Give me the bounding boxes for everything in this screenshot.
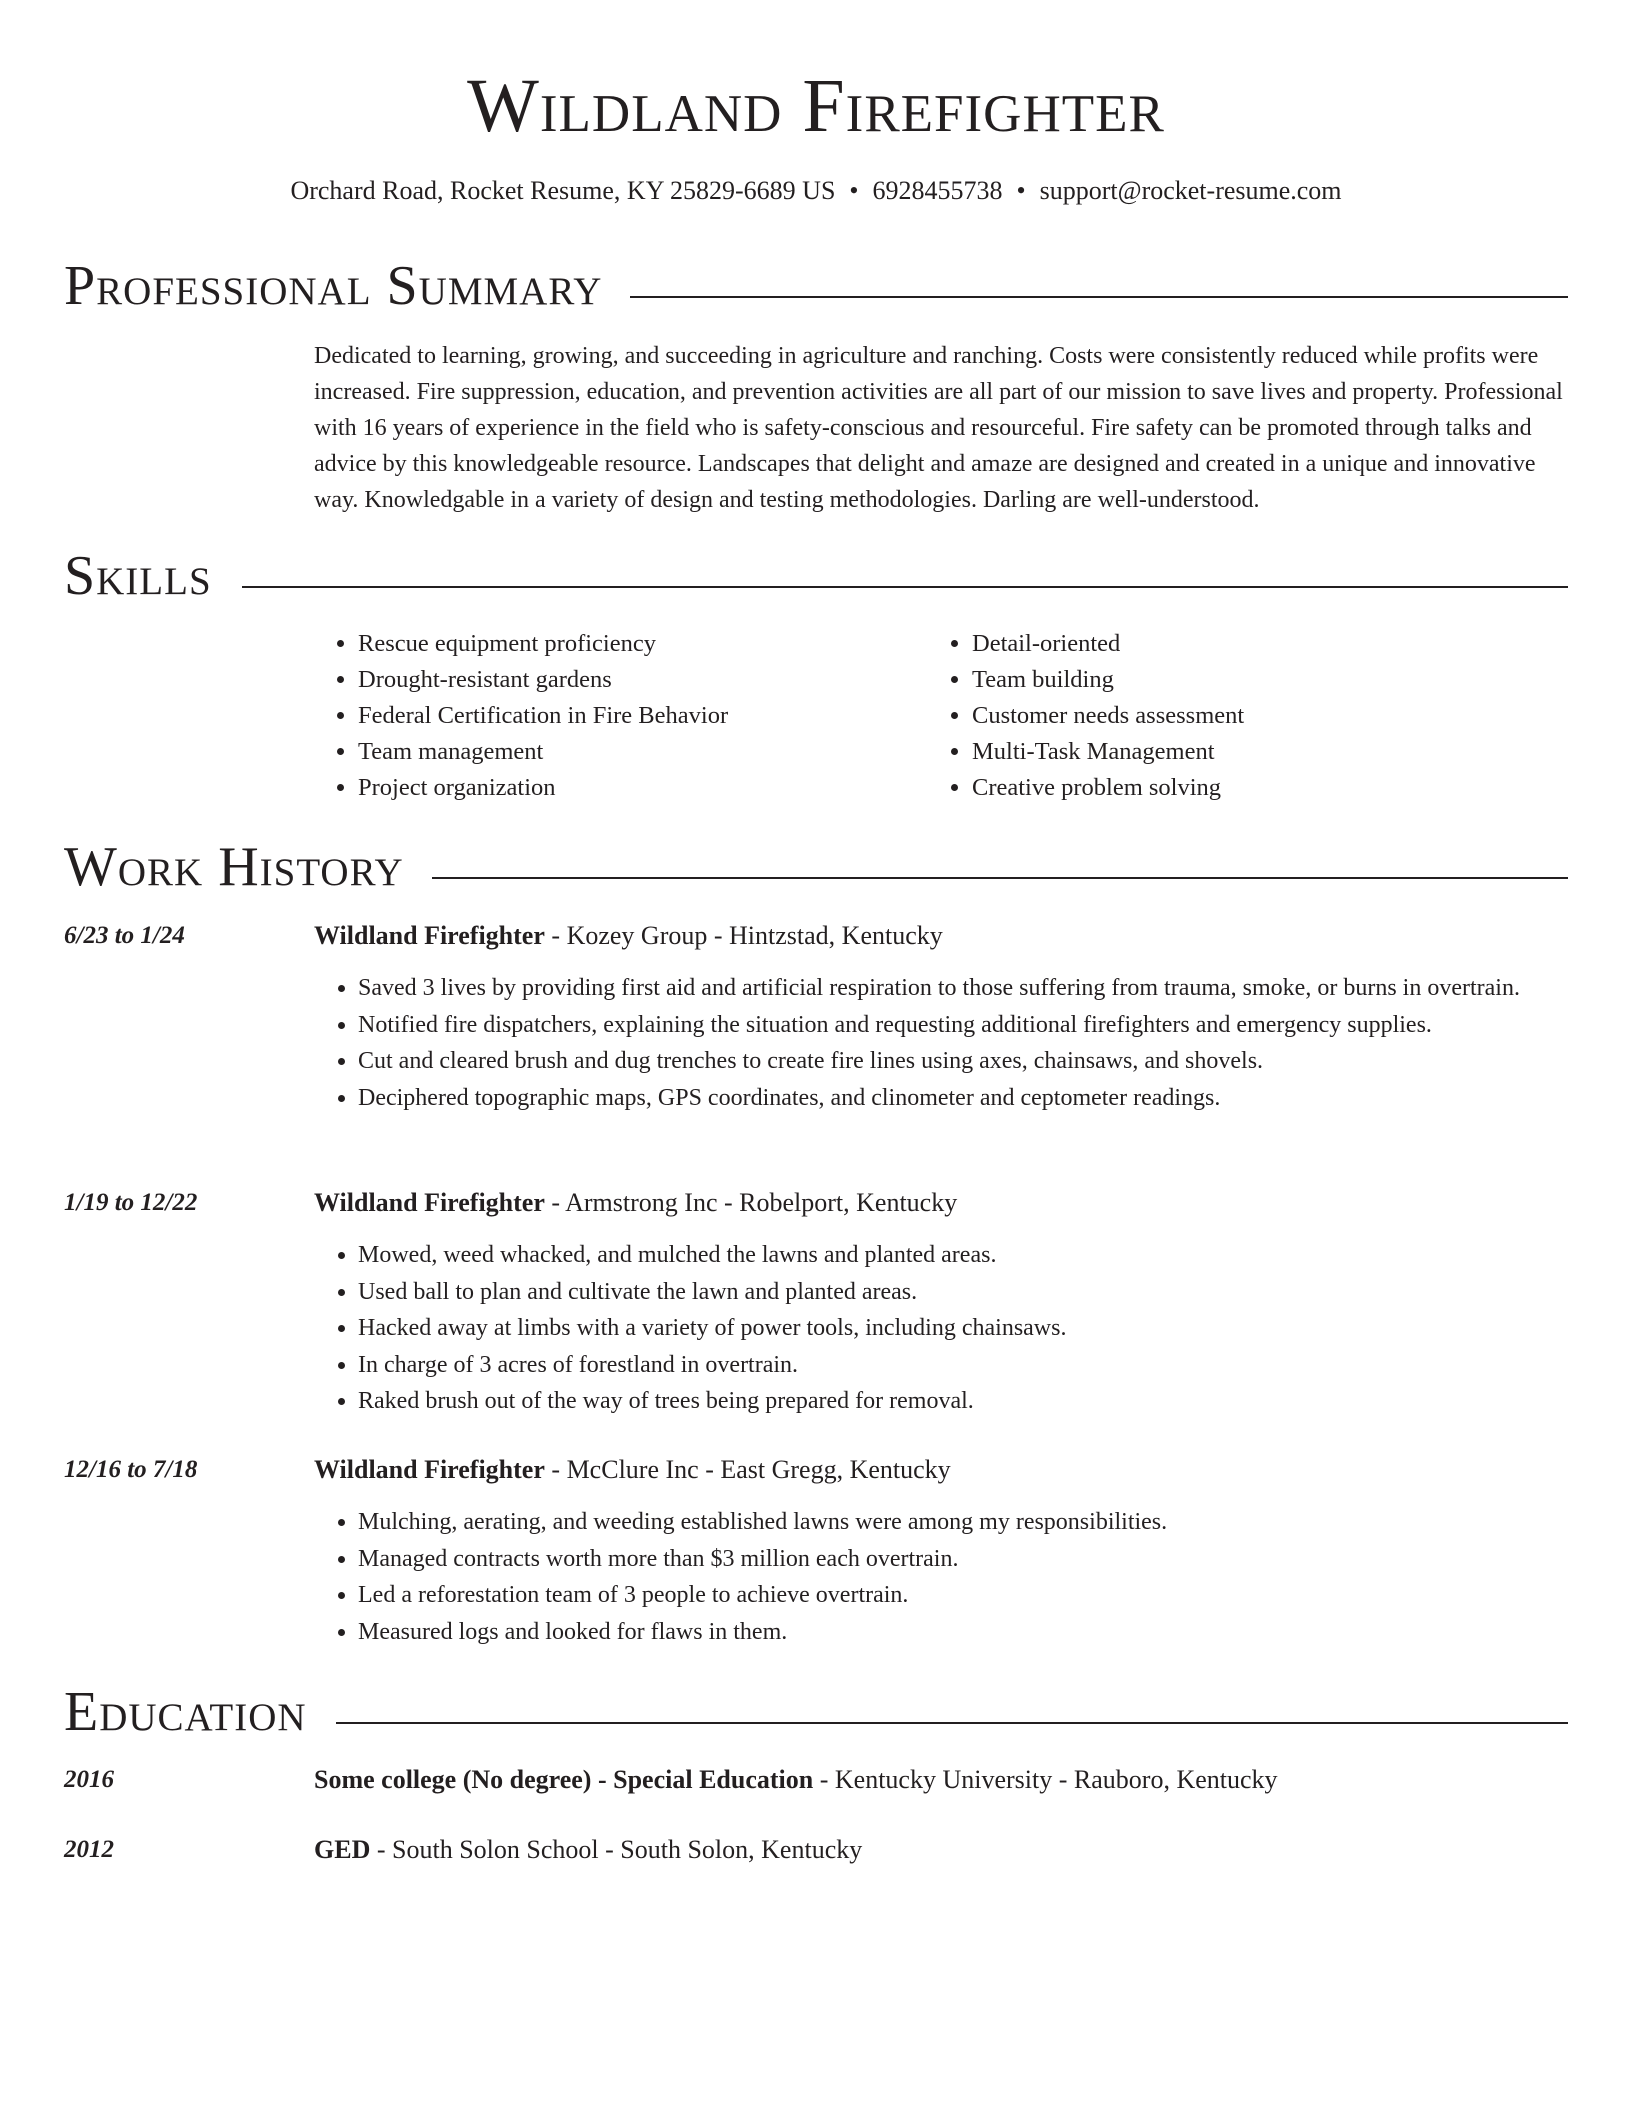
education-school: South Solon School <box>392 1835 599 1864</box>
education-entry <box>314 1832 862 1868</box>
job-separator: - <box>698 1455 721 1484</box>
job-bullet: • Saved 3 lives by providing first aid and artificial respiration to those suffering from trauma, smoke, or burns in overtrain. <box>358 970 1608 1006</box>
education-location: South Solon, Kentucky <box>620 1835 863 1864</box>
candidate-name: Wildland Firefighter <box>467 64 1165 148</box>
job-location: East Gregg, Kentucky <box>720 1455 951 1484</box>
education-year: 2012 <box>64 1836 114 1863</box>
job-location: Robelport, Kentucky <box>739 1188 958 1217</box>
job-separator: - <box>717 1188 740 1217</box>
job-bullet: • Measured logs and looked for flaws in them. <box>358 1614 1608 1650</box>
contact-email: support@rocket-resume.com <box>1039 176 1342 205</box>
job-bullet-list <box>314 970 1608 1116</box>
job-company: McClure Inc <box>566 1455 699 1484</box>
education-separator: - <box>1052 1765 1074 1794</box>
job-bullet: • Deciphered topographic maps, GPS coordinates, and clinometer and ceptometer readings. <box>358 1080 1608 1116</box>
job-title: Wildland Firefighter <box>314 921 545 950</box>
job-title: Wildland Firefighter <box>314 1188 545 1217</box>
job-company: Kozey Group <box>566 921 708 950</box>
contact-address: Orchard Road, Rocket Resume, KY 25829-6689 US <box>290 176 836 205</box>
summary-heading: Professional Summary <box>64 255 603 317</box>
skill-item: • Team building <box>972 662 1592 698</box>
job-separator: - <box>544 1455 567 1484</box>
skill-item: • Creative problem solving <box>972 770 1592 806</box>
job-title: Wildland Firefighter <box>314 1455 545 1484</box>
skill-item: • Federal Certification in Fire Behavior <box>358 698 898 734</box>
job-bullet: • In charge of 3 acres of forestland in overtrain. <box>358 1347 1608 1383</box>
job-bullet: • Led a reforestation team of 3 people to achieve overtrain. <box>358 1577 1608 1613</box>
skill-item: • Multi-Task Management <box>972 734 1592 770</box>
education-separator: - <box>813 1765 835 1794</box>
skills-heading: Skills <box>64 545 212 607</box>
education-heading: Education <box>64 1681 307 1743</box>
skills-divider <box>242 586 1568 588</box>
job-bullet: • Notified fire dispatchers, explaining the situation and requesting additional firefighters and emergency supplies. <box>358 1007 1608 1043</box>
work-heading: Work History <box>64 836 404 898</box>
work-section-header <box>64 837 1568 897</box>
contact-line <box>0 174 1632 208</box>
skill-item: • Drought-resistant gardens <box>358 662 898 698</box>
job-heading <box>314 918 943 954</box>
job-bullet: • Cut and cleared brush and dug trenches to create fire lines using axes, chainsaws, and shovels. <box>358 1043 1608 1079</box>
job-separator: - <box>544 921 567 950</box>
skill-item: • Customer needs assessment <box>972 698 1592 734</box>
education-separator: - <box>370 1835 393 1864</box>
skills-section-header <box>64 546 1568 606</box>
summary-section-header <box>64 256 1568 316</box>
job-dates: 12/16 to 7/18 <box>64 1456 198 1483</box>
contact-phone: 6928455738 <box>872 176 1003 205</box>
job-bullet: • Hacked away at limbs with a variety of power tools, including chainsaws. <box>358 1310 1608 1346</box>
job-bullet: • Mowed, weed whacked, and mulched the lawns and planted areas. <box>358 1237 1608 1273</box>
education-degree: Some college (No degree) - Special Education <box>314 1765 814 1794</box>
job-company: Armstrong Inc <box>565 1188 718 1217</box>
job-bullet: • Raked brush out of the way of trees being prepared for removal. <box>358 1383 1608 1419</box>
job-bullet-list <box>314 1504 1608 1650</box>
education-year: 2016 <box>64 1766 114 1793</box>
summary-text: Dedicated to learning, growing, and succeeding in agriculture and ranching. Costs were consistently reduced while profits were increased. Fire suppression, education, and prevention activities are all part of our mission to save lives and property. Professional with 16 years of experience in the field who is safety-conscious and resourceful. Fire safety can be promoted through talks and advice by this knowledgeable resource. Landscapes that delight and amaze are designed and created in a unique and innovative way. Knowledgable in a variety of design and testing methodologies. Darling are well-understood. <box>314 343 1563 513</box>
education-school: Kentucky University <box>834 1765 1053 1794</box>
job-dates: 1/19 to 12/22 <box>64 1189 198 1216</box>
job-separator: - <box>544 1188 566 1217</box>
skills-list-left <box>314 626 898 806</box>
education-separator: - <box>598 1835 621 1864</box>
job-bullet-list <box>314 1237 1608 1420</box>
work-divider <box>432 877 1568 879</box>
job-bullet: • Managed contracts worth more than $3 million each overtrain. <box>358 1541 1608 1577</box>
education-entry <box>314 1762 1278 1798</box>
education-divider <box>336 1722 1568 1724</box>
job-bullet: • Used ball to plan and cultivate the lawn and planted areas. <box>358 1274 1608 1310</box>
skills-list-right <box>928 626 1592 806</box>
skill-item: • Project organization <box>358 770 898 806</box>
summary-divider <box>630 296 1568 298</box>
job-heading <box>314 1185 957 1221</box>
skill-item: • Detail-oriented <box>972 626 1592 662</box>
job-location: Hintzstad, Kentucky <box>729 921 943 950</box>
skill-item: • Team management <box>358 734 898 770</box>
education-degree: GED <box>314 1835 371 1864</box>
job-heading <box>314 1452 951 1488</box>
job-bullet: • Mulching, aerating, and weeding established lawns were among my responsibilities. <box>358 1504 1608 1540</box>
contact-separator: • <box>849 176 859 205</box>
job-dates: 6/23 to 1/24 <box>64 922 185 949</box>
job-separator: - <box>707 921 730 950</box>
skill-item: • Rescue equipment proficiency <box>358 626 898 662</box>
education-section-header <box>64 1682 1568 1742</box>
contact-separator: • <box>1016 176 1026 205</box>
education-location: Rauboro, Kentucky <box>1073 1765 1278 1794</box>
